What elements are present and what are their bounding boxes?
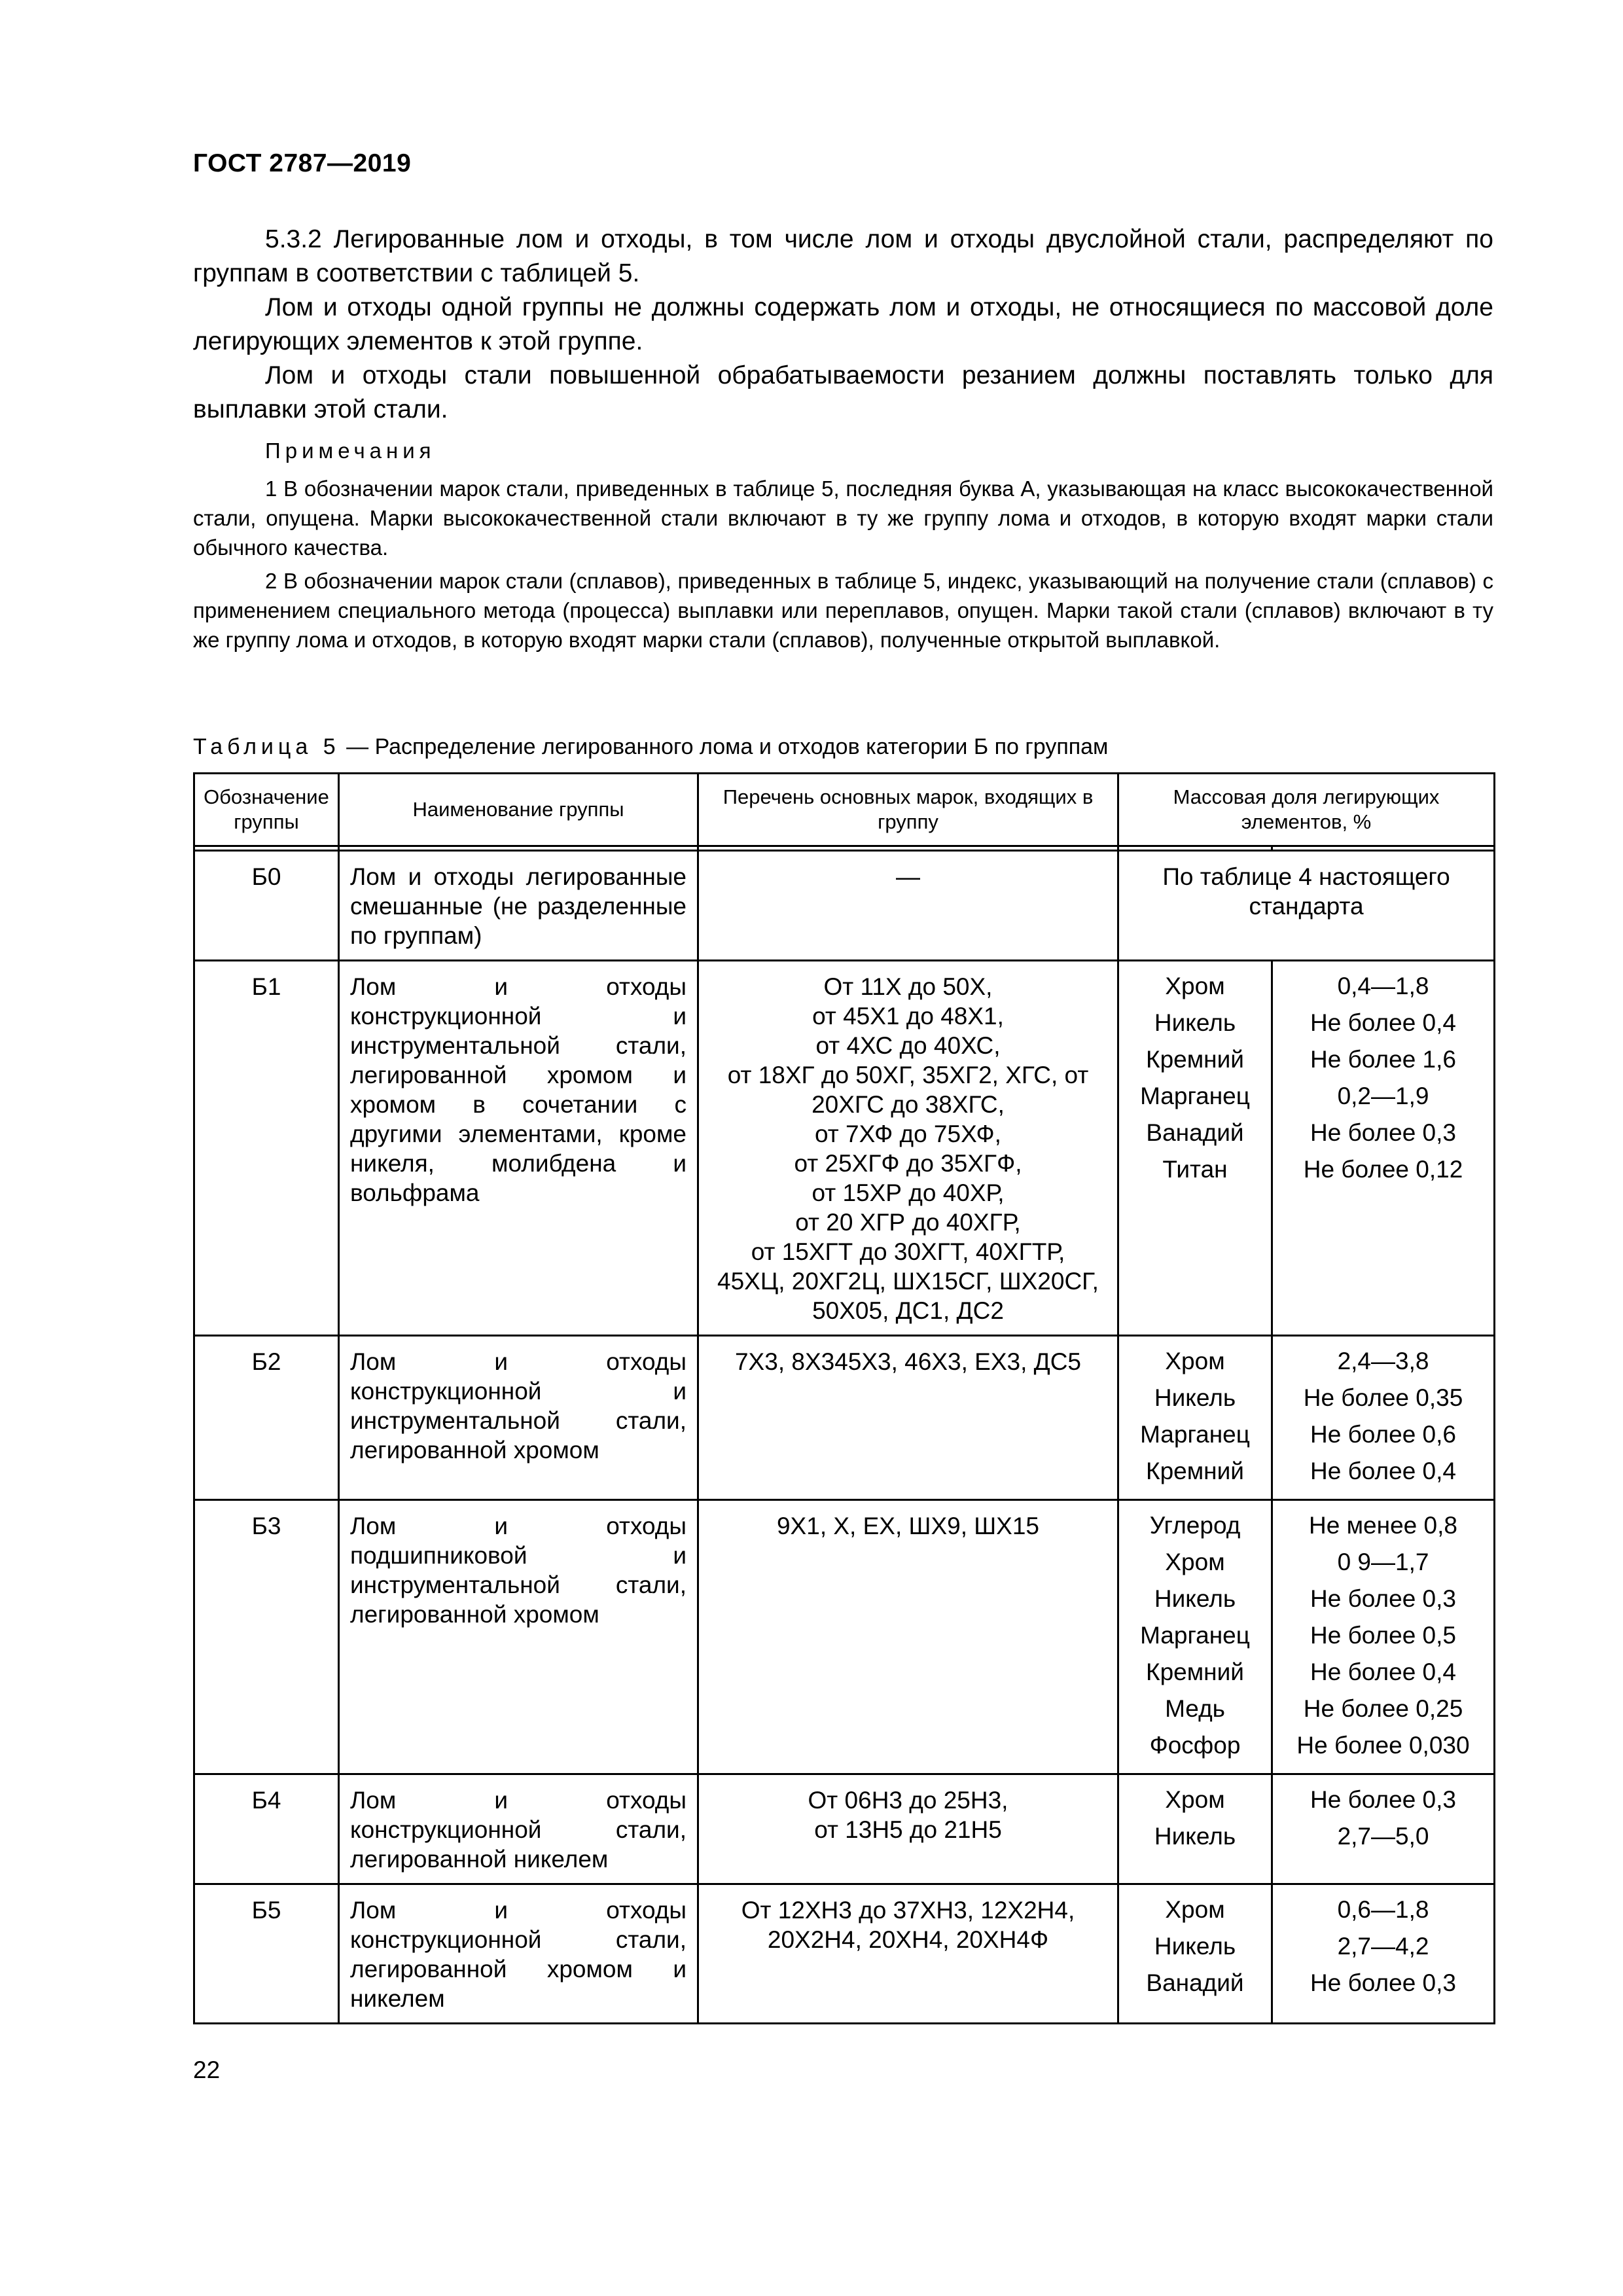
grade-line: 45ХЦ, 20ХГ2Ц, ШХ15СГ, ШХ20СГ, xyxy=(717,1268,1099,1295)
table-caption-text: — Распределение легированного лома и отходов категории Б по группам xyxy=(340,734,1109,759)
group-name-cell: Лом и отходы подшипниковой и инструментальной стали, легированной хромом xyxy=(339,1500,698,1774)
element-value: Не более 0,4 xyxy=(1310,1458,1456,1484)
grade-line: от 25ХГФ до 35ХГФ, xyxy=(794,1150,1022,1177)
header-code: Обозначение группы xyxy=(194,774,339,846)
element-name: Хром xyxy=(1165,973,1225,999)
element-value: 0,2—1,9 xyxy=(1337,1083,1429,1109)
notes-title: Примечания xyxy=(265,439,436,463)
element-name: Титан xyxy=(1162,1156,1228,1183)
separator-cell xyxy=(698,846,1118,851)
grade-line: от 20 ХГР до 40ХГР, xyxy=(795,1209,1021,1236)
element-value: 0,4—1,8 xyxy=(1337,973,1429,999)
element-value: Не более 0,4 xyxy=(1310,1659,1456,1685)
group-name-cell: Лом и отходы легированные смешанные (не разделенные по группам) xyxy=(339,851,698,961)
element-name: Фосфор xyxy=(1149,1732,1241,1759)
element-value: 2,7—4,2 xyxy=(1337,1933,1429,1960)
table-row xyxy=(194,1500,1495,1774)
group-code-cell: Б5 xyxy=(194,1884,339,2024)
element-name: Марганец xyxy=(1140,1083,1250,1109)
element-name: Кремний xyxy=(1146,1458,1244,1484)
table-caption xyxy=(193,734,1108,760)
grades-cell xyxy=(698,851,1118,961)
values-cell xyxy=(1272,961,1495,1336)
values-cell xyxy=(1272,1884,1495,2024)
group-name-cell: Лом и отходы конструкционной стали, легированной хромом и никелем xyxy=(339,1884,698,2024)
element-name: Хром xyxy=(1165,1896,1225,1923)
body-text xyxy=(193,223,1493,658)
document-header: ГОСТ 2787—2019 xyxy=(193,149,412,177)
grade-line: От 12ХН3 до 37ХН3, 12Х2Н4, xyxy=(741,1897,1075,1924)
element-name: Никель xyxy=(1154,1384,1236,1411)
grade-line: от 45Х1 до 48Х1, xyxy=(812,1003,1004,1030)
element-name: Кремний xyxy=(1146,1046,1244,1073)
element-value: 0 9—1,7 xyxy=(1337,1549,1429,1575)
group-code-cell: Б1 xyxy=(194,961,339,1336)
grade-line: от 4ХС до 40ХС, xyxy=(815,1032,1001,1059)
group-code-cell: Б0 xyxy=(194,851,339,961)
grades-cell xyxy=(698,1336,1118,1500)
element-value: 0,6—1,8 xyxy=(1337,1896,1429,1923)
header-mass: Массовая доля легирующих элементов, % xyxy=(1118,774,1495,846)
element-name: Ванадий xyxy=(1146,1119,1244,1146)
grades-cell xyxy=(698,1884,1118,2024)
table-row xyxy=(194,961,1495,1336)
header-grades: Перечень основных марок, входящих в группу xyxy=(698,774,1118,846)
values-cell xyxy=(1272,1500,1495,1774)
group-code-cell: Б3 xyxy=(194,1500,339,1774)
elements-cell xyxy=(1118,1774,1272,1884)
element-value: Не более 1,6 xyxy=(1310,1046,1456,1073)
element-name: Марганец xyxy=(1140,1421,1250,1448)
grade-line: 7Х3, 8Х345Х3, 46Х3, ЕХ3, ДС5 xyxy=(734,1348,1082,1375)
grade-line: от 18ХГ до 50ХГ, 35ХГ2, ХГС, от xyxy=(727,1062,1089,1088)
grade-line: от 15ХГТ до 30ХГТ, 40ХГТР, xyxy=(751,1238,1065,1265)
grade-line: 20Х2Н4, 20ХН4, 20ХН4Ф xyxy=(767,1926,1049,1953)
element-name: Никель xyxy=(1154,1823,1236,1850)
element-value: Не более 0,3 xyxy=(1310,1119,1456,1146)
header-name: Наименование группы xyxy=(339,774,698,846)
group-name-cell: Лом и отходы конструкционной и инструментальной стали, легированной хромом xyxy=(339,1336,698,1500)
table-row xyxy=(194,1336,1495,1500)
element-name: Никель xyxy=(1154,1009,1236,1036)
element-name: Никель xyxy=(1154,1585,1236,1612)
table-caption-label: Таблица 5 xyxy=(193,734,340,759)
note: 2 В обозначении марок стали (сплавов), приведенных в таблице 5, индекс, указывающий на получение стали (сплавов) с применением специального метода (процесса) выплавки или переплавов, опущен. Марки такой стали (сплавов) включают в ту же группу лома и отходов, в которую входят марки стали (сплавов), полученные открытой выплавкой. xyxy=(193,569,1493,652)
element-name: Ванадий xyxy=(1146,1969,1244,1996)
table-row xyxy=(194,851,1495,961)
separator-cell xyxy=(1118,846,1272,851)
element-value: Не более 0,3 xyxy=(1310,1969,1456,1996)
group-name-cell: Лом и отходы конструкционной и инструментальной стали, легированной хромом и хромом в сочетании с другими элементами, кроме никеля, молибдена и вольфрама xyxy=(339,961,698,1336)
separator-cell xyxy=(1272,846,1495,851)
element-name: Углерод xyxy=(1149,1512,1241,1539)
steel-groups-table xyxy=(193,772,1495,2024)
separator-cell xyxy=(194,846,339,851)
element-name: Хром xyxy=(1165,1348,1225,1374)
page-number: 22 xyxy=(193,2056,221,2083)
element-name: Хром xyxy=(1165,1786,1225,1813)
element-value: Не более 0,6 xyxy=(1310,1421,1456,1448)
group-code-cell: Б2 xyxy=(194,1336,339,1500)
paragraph: 5.3.2 Легированные лом и отходы, в том числе лом и отходы двуслойной стали, распределяют по группам в соответствии с таблицей 5. xyxy=(193,225,1493,287)
header-separator xyxy=(194,846,1495,851)
grade-line: От 06Н3 до 25Н3, xyxy=(808,1787,1008,1814)
grade-line: от 15ХР до 40ХР, xyxy=(812,1179,1005,1206)
group-code-cell: Б4 xyxy=(194,1774,339,1884)
element-value: Не более 0,3 xyxy=(1310,1585,1456,1612)
grade-line: 20ХГС до 38ХГС, xyxy=(812,1091,1005,1118)
elements-cell xyxy=(1118,1884,1272,2024)
element-name: Хром xyxy=(1165,1549,1225,1575)
element-name: Медь xyxy=(1165,1695,1225,1722)
element-value: Не менее 0,8 xyxy=(1309,1512,1457,1539)
note: 1 В обозначении марок стали, приведенных в таблице 5, последняя буква А, указывающая на класс высококачественной стали, опущена. Марки высококачественной стали включают в ту же группу лома и отходов, в которую входят марки стали обычного качества. xyxy=(193,476,1493,560)
elements-cell xyxy=(1118,1500,1272,1774)
element-name: Кремний xyxy=(1146,1659,1244,1685)
paragraph: Лом и отходы одной группы не должны содержать лом и отходы, не относящиеся по массовой доле легирующих элементов к этой группе. xyxy=(193,293,1493,355)
grade-line: 50Х05, ДС1, ДС2 xyxy=(812,1297,1004,1324)
element-value: Не более 0,4 xyxy=(1310,1009,1456,1036)
mass-fraction-cell: По таблице 4 настоящего стандарта xyxy=(1118,851,1495,961)
element-value: 2,7—5,0 xyxy=(1337,1823,1429,1850)
grade-line: От 11Х до 50Х, xyxy=(823,973,993,1000)
element-value: Не более 0,25 xyxy=(1303,1695,1463,1722)
elements-cell xyxy=(1118,1336,1272,1500)
paragraph: Лом и отходы стали повышенной обрабатываемости резанием должны поставлять только для выплавки этой стали. xyxy=(193,361,1493,423)
element-value: Не более 0,5 xyxy=(1310,1622,1456,1649)
element-name: Никель xyxy=(1154,1933,1236,1960)
element-value: Не более 0,030 xyxy=(1296,1732,1470,1759)
group-name-cell: Лом и отходы конструкционной стали, легированной никелем xyxy=(339,1774,698,1884)
element-value: 2,4—3,8 xyxy=(1337,1348,1429,1374)
element-value: Не более 0,35 xyxy=(1303,1384,1463,1411)
separator-cell xyxy=(339,846,698,851)
grade-line: от 7ХФ до 75ХФ, xyxy=(815,1121,1001,1147)
table-row xyxy=(194,1884,1495,2024)
values-cell xyxy=(1272,1774,1495,1884)
elements-cell xyxy=(1118,961,1272,1336)
grade-line: — xyxy=(896,863,920,890)
grades-cell xyxy=(698,961,1118,1336)
table-body xyxy=(194,846,1495,2024)
grades-cell xyxy=(698,1774,1118,1884)
grades-cell xyxy=(698,1500,1118,1774)
element-value: Не более 0,3 xyxy=(1310,1786,1456,1813)
element-name: Марганец xyxy=(1140,1622,1250,1649)
table-row xyxy=(194,1774,1495,1884)
grade-line: от 13Н5 до 21Н5 xyxy=(814,1816,1002,1843)
grade-line: 9Х1, Х, ЕХ, ШХ9, ШХ15 xyxy=(776,1513,1040,1539)
values-cell xyxy=(1272,1336,1495,1500)
element-value: Не более 0,12 xyxy=(1303,1156,1463,1183)
